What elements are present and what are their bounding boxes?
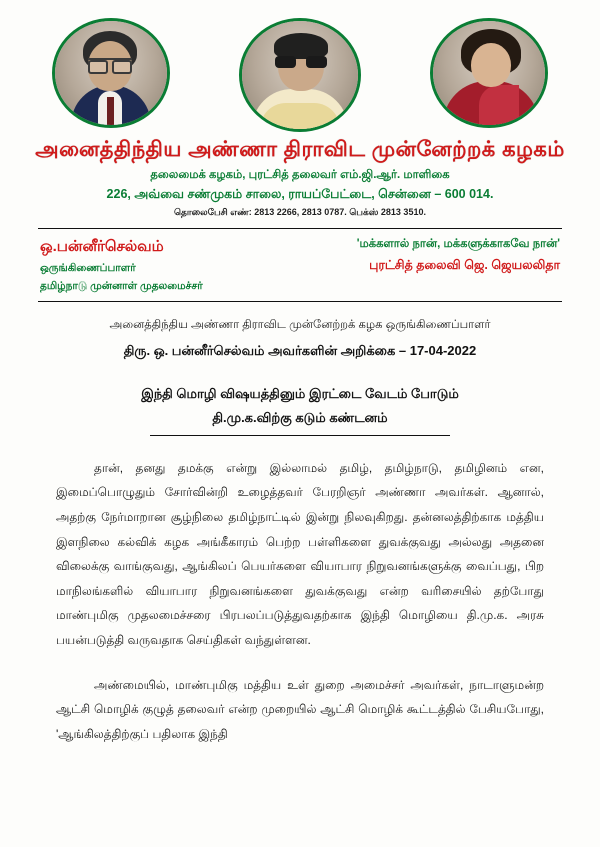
- band-right: [357, 238, 560, 274]
- party-slogan: 'மக்களால் நான், மக்களுக்காகவே நான்': [356, 238, 560, 251]
- statement-headline: [56, 382, 544, 430]
- portrait-row: [34, 14, 566, 132]
- office-line: தலைமைக் கழகம், புரட்சித் தலைவர் எம்.ஜி.ஆர். மாளிகை: [150, 169, 450, 182]
- portrait-karunanidhi-shawl-inner: [260, 103, 340, 129]
- statement-intro: [56, 316, 544, 362]
- paragraph-2: அண்மையில், மாண்புமிகு மத்திய உள் துறை அமைச்சர் அவர்கள், நாடாளுமன்ற ஆட்சி மொழிக் குழுத் தலைவர் என்ற முறையில் ஆட்சி மொழிக் கூட்டத்தில் பேசியபோது, 'ஆங்கிலத்திற்குப் பதிலாக இந்தி: [56, 677, 544, 741]
- slogan-attribution: புரட்சித் தலைவி ஜெ. ஜெயலலிதா: [369, 258, 560, 273]
- band-left: [40, 238, 203, 293]
- header-divider: [38, 228, 562, 229]
- leader-name: ஒ.பன்னீர்செல்வம்: [40, 238, 164, 256]
- glasses-icon: [88, 58, 132, 71]
- portrait-jayalalithaa-drape: [479, 85, 519, 125]
- document-body: [34, 316, 566, 746]
- leader-role-1: ஒருங்கிணைப்பாளர்: [40, 262, 136, 275]
- portrait-karunanidhi: [239, 18, 361, 132]
- intro-line-2: திரு. ஒ. பன்னீர்செல்வம் அவர்களின் அறிக்கை – 17-04-2022: [123, 342, 477, 358]
- headline-line-2: தி.மு.க.விற்கு கடும் கண்டனம்: [212, 409, 388, 425]
- leader-role-2: தமிழ்நாடு முன்னாள் முதலமைச்சர்: [40, 280, 203, 293]
- paragraph-1: தான், தனது தமக்கு என்று இல்லாமல் தமிழ், தமிழ்நாடு, தமிழினம் என, இமைப்பொழுதும் சோர்வின்றி உழைத்தவர் பேரறிஞர் அண்ணா அவர்கள். ஆனால், அதற்கு நேர்மாறான சூழ்நிலை தமிழ்நாட்டில் இன்று நிலவுகிறது. தன்னலத்திற்காக மத்திய இளநிலை கல்விக் கழக அங்கீகாரம் பெற்ற பள்ளிகளை துவக்குவது அல்லது அதனை விலைக்கு வாங்குவது, ஆங்கிலப் பெயர்களை வியாபார நிறுவனங்களுக்கு வைப்பது, பிற மாநிலங்களில் வியாபார நிறுவனங்களை துவக்குவது என்ற வரிசையில் தற்போது மாண்புமிகு முதலமைச்சரை பிரபலப்படுத்துவதற்காக இந்தி மொழியை தி.மு.க. அரசு பயன்படுத்தி வருவதாக செய்திகள் வந்துள்ளன.: [56, 460, 544, 648]
- band-divider: [38, 301, 562, 302]
- phone-line: தொலைபேசி எண்: 2813 2266, 2813 0787. பெக்ஸ் 2813 3510.: [174, 207, 426, 218]
- portrait-ambedkar: [52, 18, 170, 128]
- sunglasses-icon: [275, 56, 327, 69]
- portrait-ambedkar-tie: [107, 97, 114, 125]
- name-slogan-band: [34, 238, 566, 293]
- headline-line-1: இந்தி மொழி விஷயத்தினும் இரட்டை வேடம் போடும்: [141, 385, 459, 401]
- intro-line-1: அனைத்திந்திய அண்ணா திராவிட முன்னேற்றக் கழக ஒருங்கிணைப்பாளர்: [109, 319, 491, 332]
- address-line: 226, அவ்வை சண்முகம் சாலை, ராயப்பேட்டை, சென்னை – 600 014.: [106, 187, 494, 202]
- portrait-jayalalithaa: [430, 18, 548, 128]
- headline-underline: [150, 435, 450, 436]
- party-title: அனைத்திந்திய அண்ணா திராவிட முன்னேற்றக் கழகம்: [35, 138, 565, 161]
- portrait-jayalalithaa-face: [471, 43, 511, 87]
